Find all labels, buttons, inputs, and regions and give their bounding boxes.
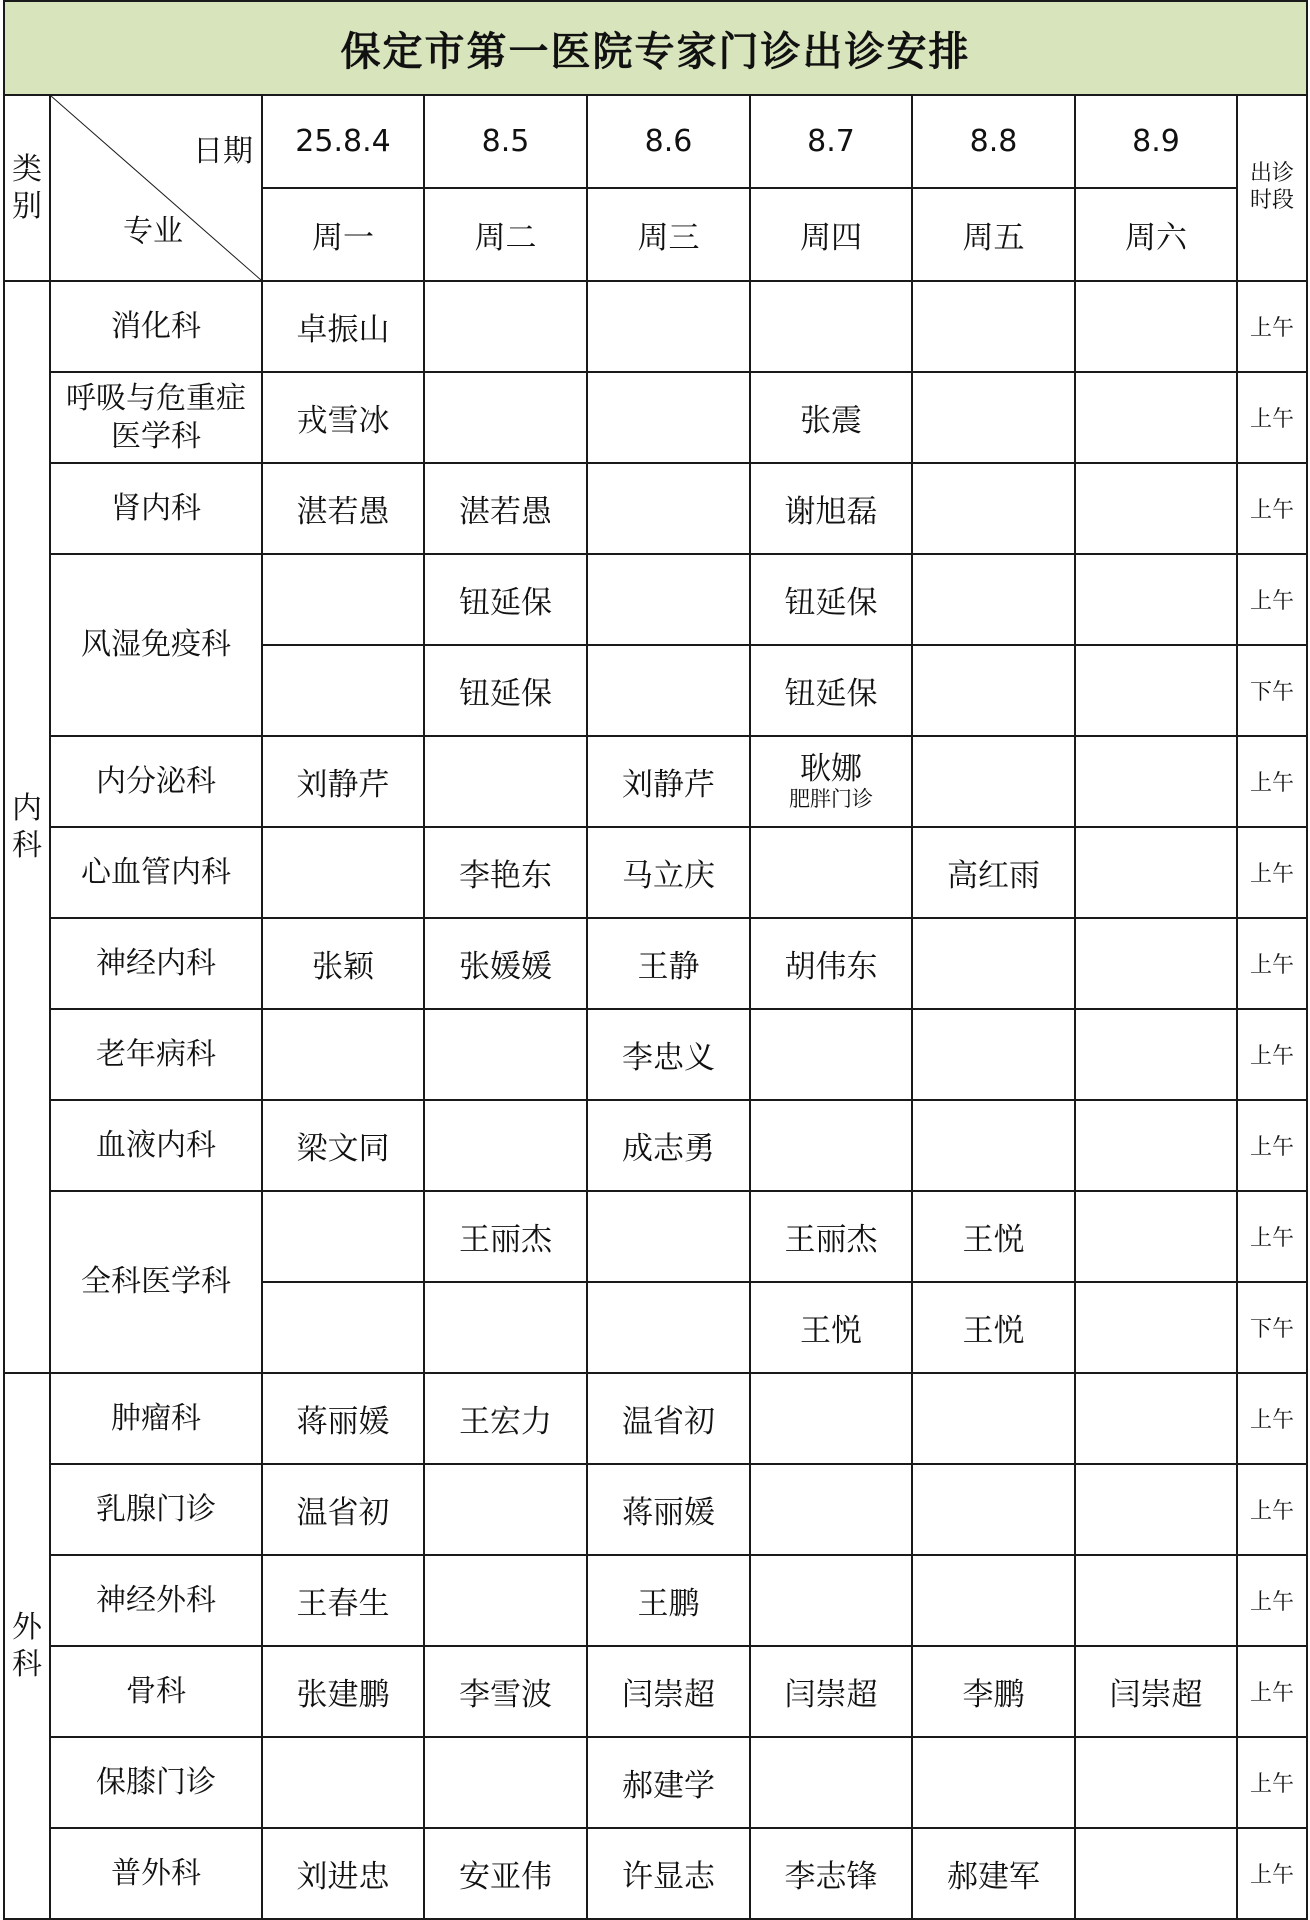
doctor-cell: [1075, 1373, 1237, 1464]
doctor-cell: [1075, 1464, 1237, 1555]
doctor-cell: 王悦: [912, 1282, 1075, 1373]
time-slot-cell: 上午: [1237, 1737, 1307, 1828]
weekday-cell: 周三: [587, 188, 750, 281]
diagonal-header: [50, 95, 262, 281]
doctor-cell: [424, 1100, 587, 1191]
doctor-cell: [1075, 1009, 1237, 1100]
doctor-cell: [912, 463, 1075, 554]
doctor-cell: 李志锋: [750, 1828, 912, 1919]
doctor-cell: 李忠义: [587, 1009, 750, 1100]
doctor-cell: [912, 281, 1075, 372]
time-slot-cell: 上午: [1237, 1191, 1307, 1282]
doctor-cell: [750, 1464, 912, 1555]
doctor-cell: [424, 281, 587, 372]
doctor-cell: [750, 736, 912, 827]
doctor-cell: 胡伟东: [750, 918, 912, 1009]
doctor-cell: 张颖: [262, 918, 424, 1009]
clinic-note: 肥胖门诊: [789, 787, 873, 811]
schedule-table: [3, 0, 1308, 1920]
time-slot-cell: 上午: [1237, 918, 1307, 1009]
department-cell: 血液内科: [50, 1100, 262, 1191]
schedule-row: [4, 281, 1307, 372]
doctor-cell: [912, 645, 1075, 736]
time-slot-cell: 上午: [1237, 1555, 1307, 1646]
doctor-cell: [912, 918, 1075, 1009]
doctor-cell: 李鹏: [912, 1646, 1075, 1737]
schedule-row: [4, 1737, 1307, 1828]
doctor-cell: 郝建军: [912, 1828, 1075, 1919]
doctor-cell: [587, 554, 750, 645]
doctor-cell: [262, 1191, 424, 1282]
department-cell: 消化科: [50, 281, 262, 372]
date-label: 日期: [193, 134, 253, 169]
doctor-cell: [750, 1737, 912, 1828]
schedule-row: [4, 463, 1307, 554]
doctor-cell: 谢旭磊: [750, 463, 912, 554]
doctor-cell: [1075, 1100, 1237, 1191]
department-cell: 内分泌科: [50, 736, 262, 827]
doctor-cell: [912, 1009, 1075, 1100]
doctor-cell: [424, 1737, 587, 1828]
doctor-cell: [1075, 827, 1237, 918]
doctor-cell: 李雪波: [424, 1646, 587, 1737]
doctor-cell: [424, 736, 587, 827]
doctor-cell: 张媛媛: [424, 918, 587, 1009]
doctor-cell: [1075, 645, 1237, 736]
doctor-cell: [1075, 1191, 1237, 1282]
doctor-cell: [912, 1464, 1075, 1555]
doctor-cell: [424, 1464, 587, 1555]
doctor-cell: 钮延保: [750, 645, 912, 736]
department-cell: 老年病科: [50, 1009, 262, 1100]
diagonal-line: [51, 96, 261, 280]
date-cell: 8.7: [750, 95, 912, 188]
doctor-cell: 许显志: [587, 1828, 750, 1919]
date-cell: 8.6: [587, 95, 750, 188]
doctor-cell: [912, 1100, 1075, 1191]
department-cell: 呼吸与危重症医学科: [50, 372, 262, 463]
doctor-cell: 闫崇超: [750, 1646, 912, 1737]
doctor-cell: [912, 1737, 1075, 1828]
doctor-cell: [1075, 554, 1237, 645]
schedule-row: [4, 1191, 1307, 1282]
doctor-cell: [912, 736, 1075, 827]
doctor-cell: [1075, 281, 1237, 372]
department-cell: 全科医学科: [50, 1191, 262, 1373]
date-cell: 8.5: [424, 95, 587, 188]
doctor-cell: [424, 1555, 587, 1646]
date-cell: 25.8.4: [262, 95, 424, 188]
department-cell: 保膝门诊: [50, 1737, 262, 1828]
department-cell: 乳腺门诊: [50, 1464, 262, 1555]
weekday-cell: 周一: [262, 188, 424, 281]
doctor-cell: [587, 645, 750, 736]
doctor-cell: [750, 281, 912, 372]
doctor-cell: [750, 1373, 912, 1464]
doctor-cell: [750, 1100, 912, 1191]
doctor-cell: 成志勇: [587, 1100, 750, 1191]
doctor-cell: 安亚伟: [424, 1828, 587, 1919]
category-header: 类别: [4, 95, 50, 281]
doctor-cell: 闫崇超: [1075, 1646, 1237, 1737]
time-slot-cell: 上午: [1237, 827, 1307, 918]
doctor-cell: [750, 827, 912, 918]
doctor-cell: 王宏力: [424, 1373, 587, 1464]
doctor-cell: 王悦: [750, 1282, 912, 1373]
date-cell: 8.8: [912, 95, 1075, 188]
doctor-cell: 王静: [587, 918, 750, 1009]
doctor-cell: [912, 372, 1075, 463]
doctor-cell: [262, 1282, 424, 1373]
doctor-cell: [750, 1555, 912, 1646]
department-cell: 肾内科: [50, 463, 262, 554]
department-cell: 肿瘤科: [50, 1373, 262, 1464]
doctor-cell: [262, 645, 424, 736]
doctor-cell: [1075, 1555, 1237, 1646]
schedule-row: [4, 1373, 1307, 1464]
doctor-cell: [262, 827, 424, 918]
doctor-cell: [587, 372, 750, 463]
specialty-label: 专业: [123, 214, 183, 249]
schedule-row: [4, 372, 1307, 463]
schedule-row: [4, 827, 1307, 918]
weekday-cell: 周四: [750, 188, 912, 281]
doctor-cell: 王丽杰: [424, 1191, 587, 1282]
time-slot-cell: 上午: [1237, 372, 1307, 463]
time-slot-cell: 上午: [1237, 1009, 1307, 1100]
doctor-cell: 温省初: [587, 1373, 750, 1464]
department-cell: 风湿免疫科: [50, 554, 262, 736]
doctor-cell: [262, 1009, 424, 1100]
department-cell: 心血管内科: [50, 827, 262, 918]
doctor-cell: [587, 281, 750, 372]
date-cell: 8.9: [1075, 95, 1237, 188]
doctor-cell: 李艳东: [424, 827, 587, 918]
doctor-cell: [424, 1009, 587, 1100]
schedule-row: [4, 918, 1307, 1009]
doctor-name: 耿娜: [800, 750, 862, 787]
doctor-cell: 钮延保: [750, 554, 912, 645]
doctor-cell: [587, 463, 750, 554]
doctor-cell: 王鹏: [587, 1555, 750, 1646]
department-cell: 普外科: [50, 1828, 262, 1919]
doctor-cell: 张建鹏: [262, 1646, 424, 1737]
doctor-cell: 张震: [750, 372, 912, 463]
doctor-cell: [424, 372, 587, 463]
department-cell: 神经外科: [50, 1555, 262, 1646]
schedule-row: [4, 1828, 1307, 1919]
time-slot-cell: 下午: [1237, 645, 1307, 736]
doctor-cell: 马立庆: [587, 827, 750, 918]
time-slot-cell: 上午: [1237, 1828, 1307, 1919]
doctor-cell: 王丽杰: [750, 1191, 912, 1282]
doctor-cell: [1075, 463, 1237, 554]
department-cell: 神经内科: [50, 918, 262, 1009]
doctor-cell: 湛若愚: [262, 463, 424, 554]
time-slot-cell: 上午: [1237, 1464, 1307, 1555]
doctor-cell: [1075, 736, 1237, 827]
weekday-cell: 周五: [912, 188, 1075, 281]
doctor-cell: [424, 1282, 587, 1373]
time-slot-cell: 上午: [1237, 1373, 1307, 1464]
doctor-cell: 戎雪冰: [262, 372, 424, 463]
doctor-cell: 湛若愚: [424, 463, 587, 554]
doctor-cell: [262, 554, 424, 645]
time-slot-cell: 上午: [1237, 736, 1307, 827]
doctor-cell: [1075, 918, 1237, 1009]
category-cell: 内科: [4, 281, 50, 1373]
category-cell: 外科: [4, 1373, 50, 1919]
doctor-cell: 闫崇超: [587, 1646, 750, 1737]
time-slot-cell: 上午: [1237, 463, 1307, 554]
doctor-cell: 王春生: [262, 1555, 424, 1646]
page-title: 保定市第一医院专家门诊出诊安排: [4, 1, 1307, 95]
department-cell: 骨科: [50, 1646, 262, 1737]
weekday-cell: 周六: [1075, 188, 1237, 281]
doctor-cell: [750, 1009, 912, 1100]
slot-header: 出诊时段: [1237, 95, 1307, 281]
doctor-cell: [262, 1737, 424, 1828]
time-slot-cell: 下午: [1237, 1282, 1307, 1373]
doctor-cell: 蒋丽媛: [262, 1373, 424, 1464]
weekday-cell: 周二: [424, 188, 587, 281]
doctor-cell: 梁文同: [262, 1100, 424, 1191]
doctor-cell: [1075, 372, 1237, 463]
doctor-cell: 温省初: [262, 1464, 424, 1555]
schedule-row: [4, 1464, 1307, 1555]
doctor-cell: 郝建学: [587, 1737, 750, 1828]
doctor-cell: 卓振山: [262, 281, 424, 372]
schedule-row: [4, 1009, 1307, 1100]
doctor-cell: [912, 1373, 1075, 1464]
doctor-cell: 钮延保: [424, 554, 587, 645]
doctor-cell: [912, 554, 1075, 645]
doctor-cell: 刘静芹: [262, 736, 424, 827]
time-slot-cell: 上午: [1237, 1100, 1307, 1191]
doctor-cell: 蒋丽媛: [587, 1464, 750, 1555]
time-slot-cell: 上午: [1237, 281, 1307, 372]
schedule-row: [4, 554, 1307, 645]
time-slot-cell: 上午: [1237, 554, 1307, 645]
doctor-cell: [912, 1555, 1075, 1646]
schedule-row: [4, 1100, 1307, 1191]
doctor-cell: [587, 1191, 750, 1282]
doctor-cell: [1075, 1737, 1237, 1828]
doctor-cell: [1075, 1282, 1237, 1373]
schedule-row: [4, 1555, 1307, 1646]
doctor-cell: [1075, 1828, 1237, 1919]
doctor-cell: 刘静芹: [587, 736, 750, 827]
schedule-row: [4, 1646, 1307, 1737]
doctor-cell: 王悦: [912, 1191, 1075, 1282]
time-slot-cell: 上午: [1237, 1646, 1307, 1737]
doctor-cell: 高红雨: [912, 827, 1075, 918]
doctor-cell: [587, 1282, 750, 1373]
doctor-cell: 钮延保: [424, 645, 587, 736]
doctor-cell: 刘进忠: [262, 1828, 424, 1919]
schedule-row: [4, 736, 1307, 827]
